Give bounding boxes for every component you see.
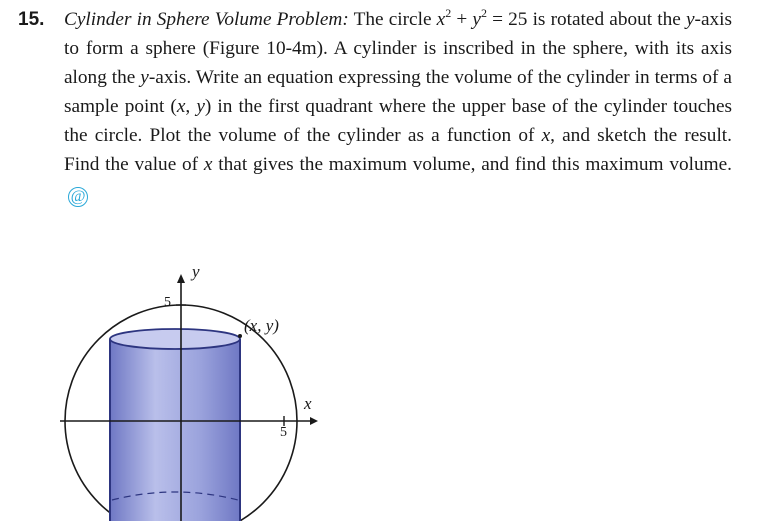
- cylinder-body: [110, 339, 240, 521]
- problem-15: [18, 5, 732, 208]
- math-var: y: [685, 9, 695, 30]
- sample-point: [238, 334, 242, 338]
- text-segment: The circle: [348, 9, 437, 30]
- problem-title: Cylinder in Sphere Volume Problem:: [64, 9, 349, 30]
- math-var: x: [203, 154, 213, 175]
- text-segment: that gives the maximum volume, and find this maximum volume.: [212, 154, 732, 175]
- point-label: (x, y): [244, 316, 279, 335]
- math-var: x: [541, 125, 551, 146]
- text-segment: ,: [185, 96, 197, 117]
- y-tick-label: 5: [164, 295, 171, 310]
- math-var: y: [472, 9, 481, 30]
- x-axis-arrow: [310, 417, 318, 425]
- y-axis-arrow: [177, 274, 185, 283]
- cylinder-top: [110, 329, 240, 349]
- text-segment: ) in the first quadrant where the upper base of the cylinder touches the circle. Plot the volume of the cylinder as a function of: [64, 96, 733, 146]
- math-exponent: 2: [480, 5, 487, 20]
- math-var: x: [436, 9, 446, 30]
- x-tick-label: 5: [280, 425, 287, 440]
- text-segment: , and sketch the result. Find the value of: [64, 125, 732, 175]
- math-var: y: [140, 67, 149, 88]
- math-op: +: [451, 9, 473, 30]
- text-segment: = 25 is rotated about the: [486, 9, 686, 30]
- math-exponent: 2: [445, 5, 452, 20]
- x-axis-label: x: [304, 394, 312, 413]
- problem-number: 15.: [18, 9, 45, 30]
- problem-text: [64, 5, 732, 208]
- text-segment: -axis. Write an equation expressing the volume of the cylinder in terms of a sample point (: [64, 67, 732, 117]
- math-var: x: [176, 96, 186, 117]
- at-link-icon[interactable]: @: [68, 187, 88, 207]
- y-axis-label: y: [192, 262, 200, 281]
- figure-10-4m: [60, 262, 330, 521]
- figure-drawing: [60, 262, 330, 521]
- text-segment: -axis to form a sphere (Figure 10-4m). A cylinder is inscribed in the sphere, with its axis along the: [64, 9, 733, 88]
- math-var: y: [196, 96, 205, 117]
